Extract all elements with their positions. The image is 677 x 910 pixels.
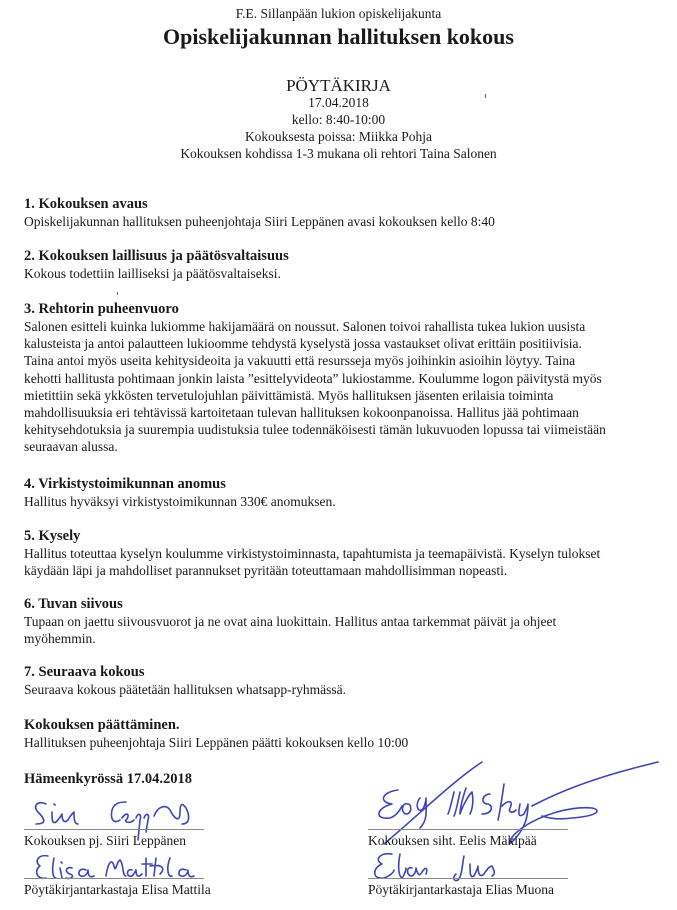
section-text-line: kehitysehdotuksia ja suurempia uudistuksia tulee todennäköisesti tämän lukuvuoden lopussa tai viimeistään [24, 422, 606, 438]
section-text-line: Taina antoi myös useita kehitysideoita ja vakuutti että resursseja myös joihinkin asioihin löytyy. Taina [24, 353, 576, 369]
section-text-line: Kokous todettiin lailliseksi ja päätösvaltaiseksi. [24, 266, 281, 281]
section-heading: 2. Kokouksen laillisuus ja päätösvaltaisuus [24, 248, 289, 264]
section-heading: Kokouksen päättäminen. [24, 717, 180, 733]
chair-signature-line [24, 829, 204, 830]
section-heading: 6. Tuvan siivous [24, 596, 123, 612]
section-text-line: Hallituksen puheenjohtaja Siiri Leppänen päätti kokouksen kello 10:00 [24, 735, 409, 750]
section-text-line: Seuraava kokous päätetään hallituksen whatsapp-ryhmässä. [24, 682, 347, 697]
section-text-line: mietittiin sekä ykkösten tervetulojuhlan päivittämistä. Myös hallituksen jäsenten erilaisia toiminta [24, 387, 554, 403]
section-heading: 7. Seuraava kokous [24, 664, 145, 680]
section-heading: 4. Virkistystoimikunnan anomus [24, 476, 226, 492]
absent-members: Kokouksesta poissa: Miikka Pohja [244, 129, 433, 144]
secretary-signature-line [368, 829, 568, 830]
section-text-line: Salonen esitteli kuinka lukiomme hakijamäärä on noussut. Salonen toivoi rahallista tukea lukion uusista [24, 319, 586, 334]
section-legality [24, 248, 664, 282]
reviewer-2-signature-line [368, 878, 568, 879]
secretary-label: Kokouksen siht. Eelis Mäkipää [368, 833, 537, 848]
section-next-meeting [24, 664, 664, 698]
section-heading: 1. Kokouksen avaus [24, 196, 148, 212]
meeting-date: 17.04.2018 [308, 95, 369, 110]
chair-label: Kokouksen pj. Siiri Leppänen [24, 833, 186, 848]
section-closing [24, 717, 664, 751]
section-text-line: Hallitus toteuttaa kyselyn koulumme virkistystoiminnasta, tapahtumista ja teemapäivistä. Kyselyn tulokset [24, 546, 601, 561]
place-and-date: Hämeenkyrössä 17.04.2018 [24, 771, 192, 787]
document-type: PÖYTÄKIRJA [286, 76, 391, 95]
section-text-line: Opiskelijakunnan hallituksen puheenjohtaja Siiri Leppänen avasi kokouksen kello 8:40 [24, 214, 495, 229]
scan-speck [117, 292, 118, 295]
reviewer-1-label: Pöytäkirjantarkastaja Elisa Mattila [24, 882, 211, 897]
section-text-line: kalusteista ja antoi palautteen lukioomme tehdystä kyselystä jossa vastaukset olivat erittäin positiivisia. [24, 336, 582, 352]
document-title: Opiskelijakunnan hallituksen kokous [163, 24, 514, 49]
section-principal-speech [24, 301, 664, 456]
section-survey [24, 528, 664, 579]
organization-name: F.E. Sillanpään lukion opiskelijakunta [235, 6, 442, 21]
section-opening [24, 196, 664, 230]
scan-speck [485, 94, 486, 98]
section-text-line: mahdollisuuksia eri tehtävissä kartoitetaan tulevan hallituksen kokoonpanoissa. Hallitus jää pohtimaan [24, 405, 579, 421]
section-heading: 3. Rehtorin puheenvuoro [24, 301, 179, 317]
reviewer-1-signature-line [24, 878, 204, 879]
guest-note: Kokouksen kohdissa 1-3 mukana oli rehtori Taina Salonen [180, 146, 497, 161]
reviewer-2-label: Pöytäkirjantarkastaja Elias Muona [368, 882, 554, 897]
section-text-line: Tupaan on jaettu siivousvuorot ja ne ovat aina luokittain. Hallitus antaa tarkemmat päivät ja ohjeet [24, 614, 557, 629]
section-heading: 5. Kysely [24, 528, 81, 544]
section-text-line: Hallitus hyväksyi virkistystoimikunnan 330€ anomuksen. [24, 494, 336, 509]
meeting-time: kello: 8:40-10:00 [291, 112, 386, 127]
section-text-line: myöhemmin. [24, 631, 96, 647]
section-text-line: kehotti hallitusta pohtimaan jonkin laista ”esittelyvideota” lukiostamme. Koulumme logon päivitystä myös [24, 370, 602, 386]
section-text-line: seuraavan alussa. [24, 439, 118, 455]
section-cleaning [24, 596, 664, 647]
section-text-line: käydään läpi ja mahdolliset parannukset pyritään toteuttamaan mahdollisimman nopeasti. [24, 563, 508, 579]
section-recreation-request [24, 476, 664, 510]
